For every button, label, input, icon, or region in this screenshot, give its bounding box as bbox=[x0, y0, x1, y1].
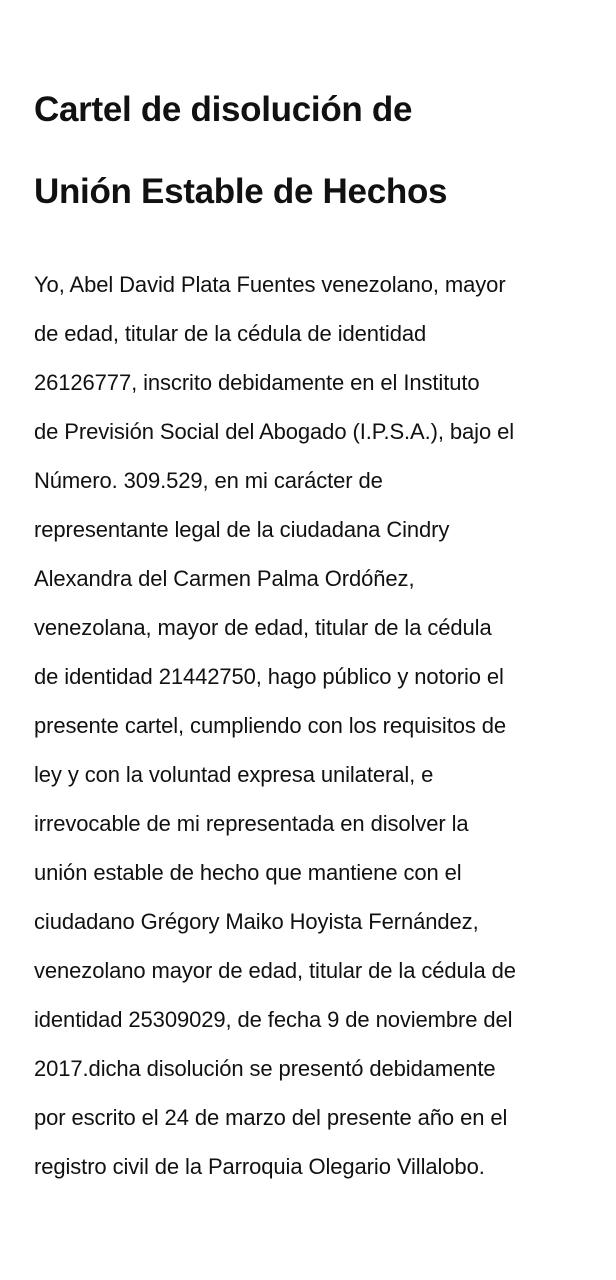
body-line: representante legal de la ciudadana Cindry bbox=[34, 517, 450, 542]
body-line: Alexandra del Carmen Palma Ordóñez, bbox=[34, 566, 415, 591]
body-line: registro civil de la Parroquia Olegario Villalobo. bbox=[34, 1154, 485, 1179]
body-line: venezolana, mayor de edad, titular de la cédula bbox=[34, 615, 492, 640]
body-line: ley y con la voluntad expresa unilateral, e bbox=[34, 762, 434, 787]
body-line: Yo, Abel David Plata Fuentes venezolano, mayor bbox=[34, 272, 506, 297]
body-line: Número. 309.529, en mi carácter de bbox=[34, 468, 383, 493]
body-line: irrevocable de mi representada en disolver la bbox=[34, 811, 469, 836]
title-line-1: Cartel de disolución de bbox=[34, 90, 413, 129]
body-line: 26126777, inscrito debidamente en el Instituto bbox=[34, 370, 480, 395]
body-line: de identidad 21442750, hago público y notorio el bbox=[34, 664, 504, 689]
body-line: 2017.dicha disolución se presentó debidamente bbox=[34, 1056, 496, 1081]
body-line: de Previsión Social del Abogado (I.P.S.A.), bajo el bbox=[34, 419, 515, 444]
body-line: de edad, titular de la cédula de identidad bbox=[34, 321, 427, 346]
body-line: venezolano mayor de edad, titular de la cédula de bbox=[34, 958, 516, 983]
body-line: ciudadano Grégory Maiko Hoyista Fernández, bbox=[34, 909, 479, 934]
title-line-2: Unión Estable de Hechos bbox=[34, 172, 448, 211]
body-line: identidad 25309029, de fecha 9 de noviembre del bbox=[34, 1007, 513, 1032]
body-line: presente cartel, cumpliendo con los requisitos de bbox=[34, 713, 507, 738]
body-line: unión estable de hecho que mantiene con el bbox=[34, 860, 462, 885]
body-line: por escrito el 24 de marzo del presente año en el bbox=[34, 1105, 508, 1130]
